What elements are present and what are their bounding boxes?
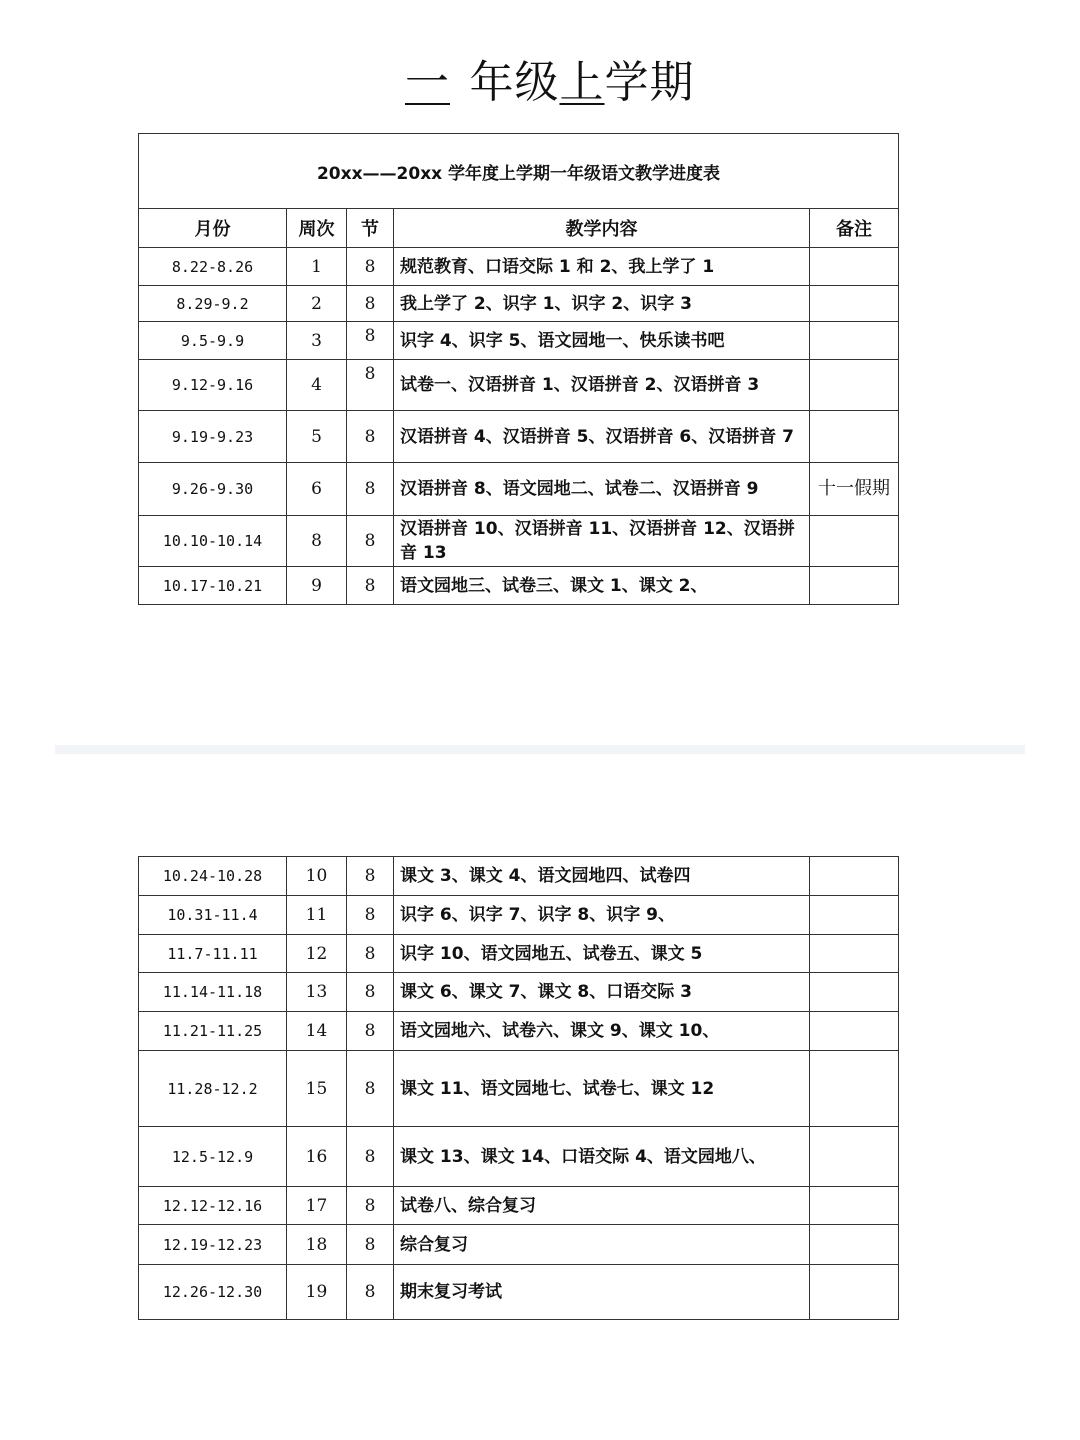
cell-note: [810, 935, 899, 973]
cell-month: 12.5-12.9: [139, 1127, 287, 1187]
cell-lessons: 8: [347, 322, 394, 360]
cell-month: 11.14-11.18: [139, 973, 287, 1012]
term-word: 学期: [604, 57, 695, 108]
cell-lessons: 8: [347, 896, 394, 935]
cell-lessons: 8: [347, 1051, 394, 1127]
cell-lessons: 8: [347, 248, 394, 286]
header-content: 教学内容: [394, 209, 810, 248]
page-break: [55, 745, 1025, 754]
cell-note: [810, 973, 899, 1012]
page-title: [0, 48, 1080, 118]
schedule-table-part1: [138, 133, 899, 605]
header-month: 月份: [139, 209, 287, 248]
cell-lessons: 8: [347, 1187, 394, 1225]
cell-lessons: 8: [347, 463, 394, 516]
schedule-table-part2: [138, 856, 899, 1320]
cell-week: 9: [287, 567, 347, 605]
cell-note: [810, 286, 899, 322]
cell-note: [810, 411, 899, 463]
table-row: [139, 1012, 899, 1051]
cell-note: [810, 1187, 899, 1225]
cell-content: 识字 10、语文园地五、试卷五、课文 5: [394, 935, 810, 973]
cell-content: 汉语拼音 4、汉语拼音 5、汉语拼音 6、汉语拼音 7: [394, 411, 810, 463]
cell-content: 课文 13、课文 14、口语交际 4、语文园地八、: [394, 1127, 810, 1187]
cell-content: 我上学了 2、识字 1、识字 2、识字 3: [394, 286, 810, 322]
cell-week: 19: [287, 1265, 347, 1320]
cell-week: 16: [287, 1127, 347, 1187]
cell-note: [810, 1225, 899, 1265]
cell-note: [810, 1012, 899, 1051]
cell-week: 11: [287, 896, 347, 935]
table-row: [139, 1187, 899, 1225]
cell-lessons: 8: [347, 857, 394, 896]
cell-month: 11.21-11.25: [139, 1012, 287, 1051]
cell-week: 3: [287, 322, 347, 360]
cell-content: 汉语拼音 8、语文园地二、试卷二、汉语拼音 9: [394, 463, 810, 516]
table-caption: 20xx——20xx 学年度上学期一年级语文教学进度表: [139, 134, 899, 209]
cell-note: [810, 360, 899, 411]
cell-week: 6: [287, 463, 347, 516]
cell-month: 9.26-9.30: [139, 463, 287, 516]
cell-week: 13: [287, 973, 347, 1012]
cell-month: 12.12-12.16: [139, 1187, 287, 1225]
cell-note: [810, 1127, 899, 1187]
cell-content: 课文 3、课文 4、语文园地四、试卷四: [394, 857, 810, 896]
cell-week: 5: [287, 411, 347, 463]
cell-lessons: 8: [347, 935, 394, 973]
cell-month: 9.12-9.16: [139, 360, 287, 411]
cell-month: 10.31-11.4: [139, 896, 287, 935]
cell-content: 规范教育、口语交际 1 和 2、我上学了 1: [394, 248, 810, 286]
table-row: [139, 973, 899, 1012]
cell-content: 汉语拼音 10、汉语拼音 11、汉语拼音 12、汉语拼音 13: [394, 516, 810, 567]
cell-month: 9.19-9.23: [139, 411, 287, 463]
cell-week: 10: [287, 857, 347, 896]
table-row: [139, 1225, 899, 1265]
grade-value: 一: [405, 57, 450, 108]
cell-lessons: 8: [347, 360, 394, 411]
cell-month: 10.17-10.21: [139, 567, 287, 605]
term-value: 上: [559, 57, 605, 108]
table-row: [139, 1051, 899, 1127]
cell-content: 课文 6、课文 7、课文 8、口语交际 3: [394, 973, 810, 1012]
cell-month: 11.28-12.2: [139, 1051, 287, 1127]
cell-month: 8.29-9.2: [139, 286, 287, 322]
cell-month: 10.10-10.14: [139, 516, 287, 567]
cell-note: [810, 857, 899, 896]
cell-lessons: 8: [347, 1265, 394, 1320]
cell-week: 12: [287, 935, 347, 973]
cell-content: 课文 11、语文园地七、试卷七、课文 12: [394, 1051, 810, 1127]
header-lessons: 节: [347, 209, 394, 248]
cell-note: [810, 567, 899, 605]
table-row: [139, 463, 899, 516]
table-row: [139, 1265, 899, 1320]
cell-week: 14: [287, 1012, 347, 1051]
cell-note: [810, 1265, 899, 1320]
cell-lessons: 8: [347, 411, 394, 463]
cell-week: 8: [287, 516, 347, 567]
cell-month: 12.19-12.23: [139, 1225, 287, 1265]
cell-month: 8.22-8.26: [139, 248, 287, 286]
cell-lessons: 8: [347, 1127, 394, 1187]
cell-content: 综合复习: [394, 1225, 810, 1265]
cell-content: 期末复习考试: [394, 1265, 810, 1320]
table-row: [139, 896, 899, 935]
cell-lessons: 8: [347, 286, 394, 322]
cell-week: 17: [287, 1187, 347, 1225]
grade-word: 年级: [469, 57, 560, 108]
cell-lessons: 8: [347, 516, 394, 567]
table-row: [139, 857, 899, 896]
cell-lessons: 8: [347, 1225, 394, 1265]
cell-content: 试卷一、汉语拼音 1、汉语拼音 2、汉语拼音 3: [394, 360, 810, 411]
cell-month: 12.26-12.30: [139, 1265, 287, 1320]
cell-week: 18: [287, 1225, 347, 1265]
table-row: [139, 248, 899, 286]
cell-content: 识字 4、识字 5、语文园地一、快乐读书吧: [394, 322, 810, 360]
cell-week: 4: [287, 360, 347, 411]
cell-note: [810, 896, 899, 935]
cell-month: 9.5-9.9: [139, 322, 287, 360]
cell-note: [810, 322, 899, 360]
header-week: 周次: [287, 209, 347, 248]
table-row: [139, 516, 899, 567]
cell-note: [810, 516, 899, 567]
cell-note: [810, 248, 899, 286]
cell-month: 10.24-10.28: [139, 857, 287, 896]
table-row: [139, 360, 899, 411]
cell-lessons: 8: [347, 1012, 394, 1051]
cell-content: 识字 6、识字 7、识字 8、识字 9、: [394, 896, 810, 935]
cell-lessons: 8: [347, 973, 394, 1012]
table-row: [139, 1127, 899, 1187]
cell-lessons: 8: [347, 567, 394, 605]
header-note: 备注: [810, 209, 899, 248]
cell-week: 15: [287, 1051, 347, 1127]
table-row: [139, 322, 899, 360]
cell-content: 试卷八、综合复习: [394, 1187, 810, 1225]
cell-note: 十一假期: [810, 463, 899, 516]
cell-week: 2: [287, 286, 347, 322]
table-row: [139, 411, 899, 463]
cell-note: [810, 1051, 899, 1127]
table-row: [139, 567, 899, 605]
cell-content: 语文园地三、试卷三、课文 1、课文 2、: [394, 567, 810, 605]
cell-month: 11.7-11.11: [139, 935, 287, 973]
table-row: [139, 286, 899, 322]
cell-week: 1: [287, 248, 347, 286]
cell-content: 语文园地六、试卷六、课文 9、课文 10、: [394, 1012, 810, 1051]
table-row: [139, 935, 899, 973]
